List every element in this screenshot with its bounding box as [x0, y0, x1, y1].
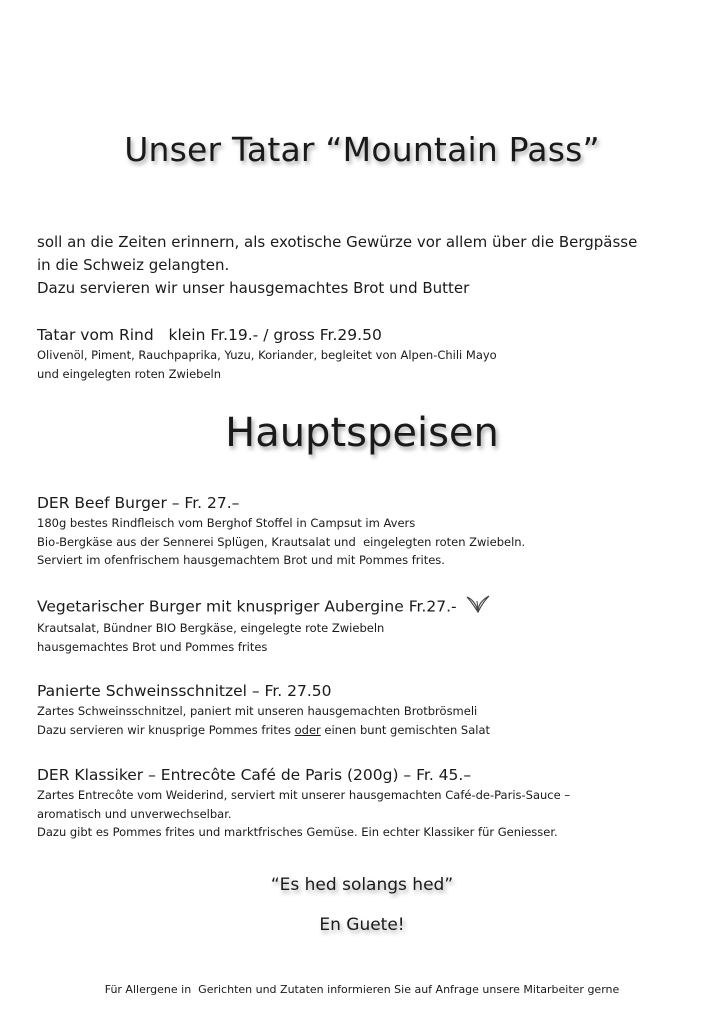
dish-schnitzel	[37, 680, 697, 739]
dish-beef-burger	[37, 492, 697, 570]
dish-title: DER Klassiker – Entrecôte Café de Paris (200g) – Fr. 45.–	[37, 766, 472, 784]
dish-description-line: Zartes Entrecôte vom Weiderind, serviert mit unserer hausgemachten Café-de-Paris-Sauce –	[37, 788, 571, 802]
vegetarian-leaf-icon	[465, 595, 491, 619]
dish-title: Panierte Schweinsschnitzel – Fr. 27.50	[37, 682, 332, 700]
farewell-text: En Guete!	[319, 915, 405, 935]
closing-quote: “Es hed solangs hed”	[270, 875, 454, 895]
underlined-word: oder	[294, 722, 321, 737]
dish-title: Tatar vom Rind klein Fr.19.- / gross Fr.29.50	[37, 326, 382, 344]
dish-title: DER Beef Burger – Fr. 27.–	[37, 494, 240, 512]
dish-description-line: aromatisch und unverwechselbar.	[37, 806, 232, 821]
tatar-dish	[37, 324, 697, 383]
dish-title: Vegetarischer Burger mit knuspriger Aubergine Fr.27.-	[37, 597, 457, 616]
dish-description-line: hausgemachtes Brot und Pommes frites	[37, 639, 268, 654]
intro-line: soll an die Zeiten erinnern, als exotische Gewürze vor allem über die Bergpässe	[37, 233, 638, 251]
dish-description-line: Olivenöl, Piment, Rauchpaprika, Yuzu, Koriander, begleitet von Alpen-Chili Mayo	[37, 348, 497, 362]
main-courses-heading: Hauptspeisen	[225, 410, 499, 456]
dish-description-line	[37, 721, 697, 740]
dish-description-line: 180g bestes Rindfleisch vom Berghof Stoffel in Campsut im Avers	[37, 516, 416, 530]
dish-vegetarian-burger	[37, 595, 697, 656]
tatar-intro	[37, 231, 697, 300]
dish-description-line: Zartes Schweinsschnitzel, paniert mit unseren hausgemachten Brotbrösmeli	[37, 704, 478, 718]
text-part: einen bunt gemischten Salat	[320, 722, 491, 737]
dish-title-row	[37, 595, 697, 619]
intro-line: Dazu servieren wir unser hausgemachtes Brot und Butter	[37, 279, 470, 297]
tatar-heading: Unser Tatar “Mountain Pass”	[124, 130, 600, 169]
allergen-footer: Für Allergene in Gerichten und Zutaten informieren Sie auf Anfrage unsere Mitarbeiter gerne	[104, 983, 620, 996]
dish-description-line: Bio-Bergkäse aus der Sennerei Splügen, Krautsalat und eingelegten roten Zwiebeln.	[37, 534, 526, 549]
text-part: Dazu servieren wir knusprige Pommes frites	[37, 722, 295, 737]
dish-description-line: Dazu gibt es Pommes frites und marktfrisches Gemüse. Ein echter Klassiker für Geniesser.	[37, 825, 558, 839]
dish-description-line: und eingelegten roten Zwiebeln	[37, 366, 222, 381]
dish-description-line: Serviert im ofenfrischem hausgemachtem Brot und mit Pommes frites.	[37, 553, 445, 567]
intro-line: in die Schweiz gelangten.	[37, 256, 230, 274]
dish-description-line: Krautsalat, Bündner BIO Bergkäse, eingelegte rote Zwiebeln	[37, 621, 385, 635]
dish-entrecote	[37, 764, 697, 842]
